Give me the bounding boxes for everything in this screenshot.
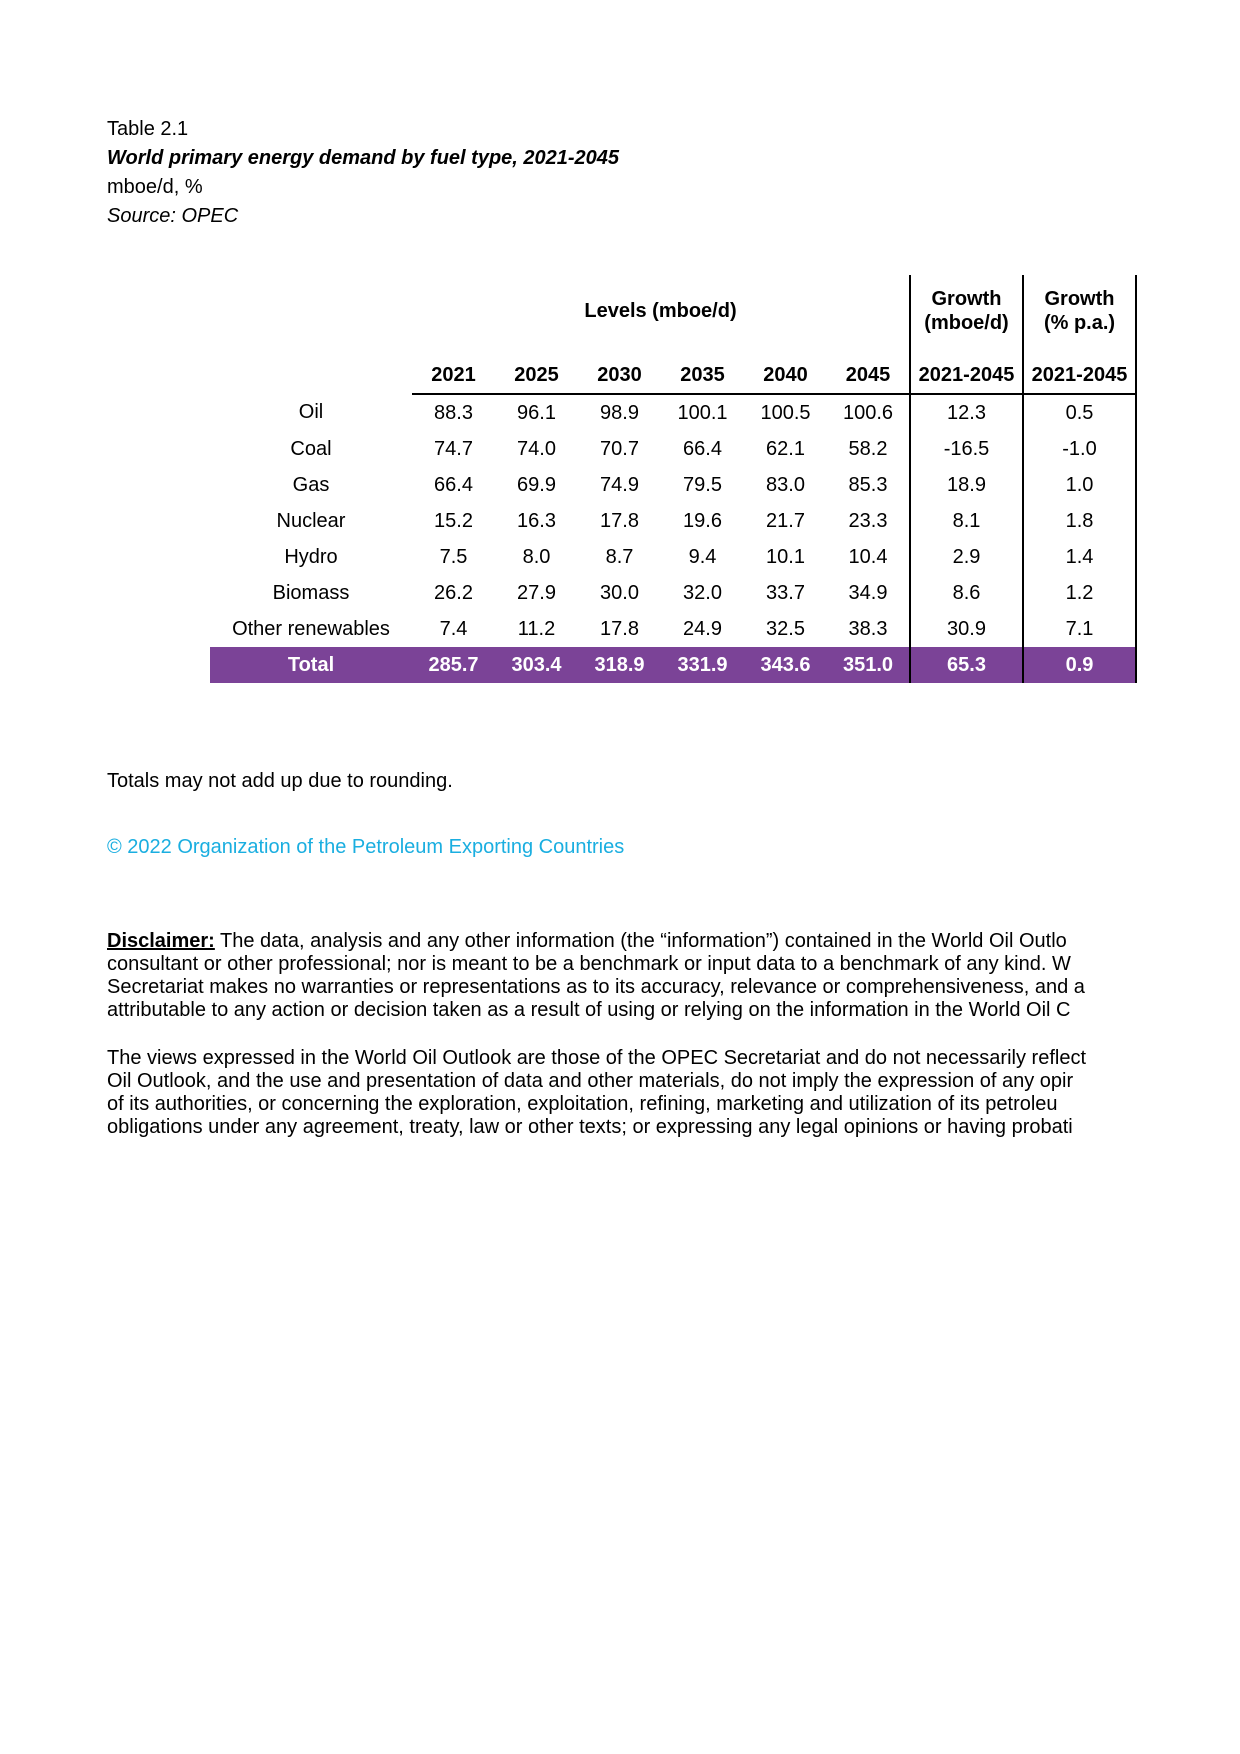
value-cell: 100.5 (760, 401, 811, 424)
value-cell: 27.9 (517, 581, 556, 604)
value-cell: 7.5 (439, 545, 468, 568)
disclaimer-line (107, 930, 1133, 953)
energy-demand-table (210, 275, 1137, 683)
row-label: Oil (298, 401, 324, 423)
total-row (210, 647, 1136, 683)
value-cell: 100.1 (677, 401, 728, 424)
growth-abs-cell: 2.9 (910, 539, 1023, 575)
row-label: Nuclear (276, 509, 346, 532)
table-units: mboe/d, % (107, 176, 203, 198)
year-header: 2045 (827, 357, 910, 394)
growth-pct-period-header: 2021-2045 (1023, 357, 1136, 394)
value-cell: 98.9 (600, 401, 639, 424)
total-value-cell: 285.7 (412, 647, 495, 683)
value-cell: 58.2 (848, 437, 888, 460)
table-row (210, 394, 1136, 431)
value-cell: 100.6 (842, 401, 894, 424)
row-label: Hydro (284, 545, 338, 568)
growth-pct-cell: 0.5 (1023, 394, 1136, 431)
growth-abs-cell: 12.3 (910, 394, 1023, 431)
value-cell: 66.4 (434, 473, 473, 496)
total-label: Total (210, 647, 412, 683)
value-cell: 9.4 (688, 545, 717, 568)
value-cell: 74.9 (600, 473, 639, 496)
label-header-cell (210, 357, 412, 394)
value-cell: 17.8 (600, 617, 639, 640)
copyright-notice: © 2022 Organization of the Petroleum Exporting Countries (107, 836, 625, 858)
value-cell: 33.7 (766, 581, 805, 604)
value-cell: 85.3 (848, 473, 888, 496)
value-cell: 10.1 (766, 545, 805, 568)
year-header: 2040 (744, 357, 827, 394)
value-cell: 69.9 (517, 473, 556, 496)
group-header-row (210, 275, 1136, 347)
growth-abs-header-line2: (mboe/d) (924, 312, 1009, 334)
disclaimer-line: The views expressed in the World Oil Outlook are those of the OPEC Secretariat and do not necessarily reflect (107, 1047, 1086, 1069)
total-value-cell: 331.9 (661, 647, 744, 683)
value-cell: 88.3 (434, 401, 473, 424)
disclaimer-paragraph-1 (107, 930, 1133, 1022)
growth-abs-period-header: 2021-2045 (910, 357, 1023, 394)
corner-cell (210, 275, 412, 347)
row-label: Other renewables (232, 617, 390, 640)
disclaimer-line: attributable to any action or decision taken as a result of using or relying on the information in the World Oil C (107, 999, 1071, 1021)
value-cell: 66.4 (683, 437, 722, 460)
value-cell: 30.0 (600, 581, 639, 604)
disclaimer-line: consultant or other professional; nor is meant to be a benchmark or input data to a benchmark of any kind. W (107, 953, 1071, 975)
value-cell: 74.0 (517, 437, 556, 460)
table-row (210, 431, 1136, 467)
total-value-cell: 351.0 (827, 647, 910, 683)
disclaimer-line: of its authorities, or concerning the exploration, exploitation, refining, marketing and utilization of its petroleu (107, 1093, 1058, 1115)
growth-abs-cell: 8.6 (910, 575, 1023, 611)
year-header: 2030 (578, 357, 661, 394)
growth-pct-group-header (1023, 275, 1136, 347)
table-row (210, 575, 1136, 611)
growth-pct-cell: 1.8 (1023, 503, 1136, 539)
year-header: 2025 (495, 357, 578, 394)
rounding-footnote: Totals may not add up due to rounding. (107, 770, 453, 792)
disclaimer-label: Disclaimer: (107, 930, 215, 952)
value-cell: 19.6 (683, 509, 722, 532)
total-value-cell: 318.9 (578, 647, 661, 683)
value-cell: 8.0 (522, 545, 551, 568)
disclaimer-line: Secretariat makes no warranties or representations as to its accuracy, relevance or comprehensiveness, and a (107, 976, 1085, 998)
total-growth-abs-cell: 65.3 (910, 647, 1023, 683)
row-label: Gas (292, 473, 330, 496)
growth-pct-header-line1: Growth (1044, 288, 1115, 310)
growth-pct-cell: 1.0 (1023, 467, 1136, 503)
value-cell: 17.8 (600, 509, 639, 532)
value-cell: 16.3 (517, 509, 556, 532)
value-cell: 96.1 (517, 401, 556, 424)
value-cell: 15.2 (434, 509, 473, 532)
total-growth-pct-cell: 0.9 (1023, 647, 1136, 683)
value-cell: 21.7 (766, 509, 805, 532)
value-cell: 7.4 (439, 617, 468, 640)
growth-pct-cell: 7.1 (1023, 611, 1136, 647)
table-title: World primary energy demand by fuel type, 2021-2045 (107, 147, 620, 169)
growth-abs-cell: 30.9 (910, 611, 1023, 647)
total-value-cell: 303.4 (495, 647, 578, 683)
table-row (210, 503, 1136, 539)
disclaimer-paragraph-2 (107, 1047, 1133, 1139)
disclaimer-line-text: The data, analysis and any other information (the “information”) contained in the World Oil Outlo (214, 930, 1067, 952)
row-label: Biomass (272, 581, 350, 604)
value-cell: 32.0 (683, 581, 722, 604)
table-row (210, 539, 1136, 575)
value-cell: 62.1 (766, 437, 805, 460)
value-cell: 23.3 (848, 509, 888, 532)
row-label: Coal (290, 437, 332, 460)
year-header: 2035 (661, 357, 744, 394)
value-cell: 10.4 (848, 545, 888, 568)
value-cell: 26.2 (434, 581, 473, 604)
value-cell: 38.3 (848, 617, 888, 640)
growth-pct-cell: -1.0 (1023, 431, 1136, 467)
growth-abs-cell: 18.9 (910, 467, 1023, 503)
growth-abs-group-header (910, 275, 1023, 347)
value-cell: 34.9 (848, 581, 888, 604)
table-row (210, 467, 1136, 503)
value-cell: 32.5 (766, 617, 805, 640)
value-cell: 11.2 (517, 617, 556, 640)
levels-group-header: Levels (mboe/d) (584, 300, 737, 322)
table-number: Table 2.1 (107, 118, 189, 140)
growth-pct-header-line2: (% p.a.) (1043, 312, 1116, 334)
year-header-row (210, 357, 1136, 394)
growth-abs-header-line1: Growth (931, 288, 1002, 310)
value-cell: 70.7 (600, 437, 639, 460)
value-cell: 8.7 (605, 545, 634, 568)
growth-abs-cell: -16.5 (910, 431, 1023, 467)
disclaimer-line: obligations under any agreement, treaty, law or other texts; or expressing any legal opinions or having probati (107, 1116, 1073, 1138)
total-value-cell: 343.6 (744, 647, 827, 683)
value-cell: 74.7 (434, 437, 473, 460)
growth-pct-cell: 1.4 (1023, 539, 1136, 575)
disclaimer-line: Oil Outlook, and the use and presentation of data and other materials, do not imply the expression of any opir (107, 1070, 1074, 1092)
value-cell: 83.0 (766, 473, 805, 496)
growth-pct-cell: 1.2 (1023, 575, 1136, 611)
table-source: Source: OPEC (107, 205, 239, 227)
growth-abs-cell: 8.1 (910, 503, 1023, 539)
header-spacer-row (210, 347, 1136, 357)
value-cell: 79.5 (683, 473, 722, 496)
value-cell: 24.9 (683, 617, 722, 640)
table-row (210, 611, 1136, 647)
year-header: 2021 (412, 357, 495, 394)
